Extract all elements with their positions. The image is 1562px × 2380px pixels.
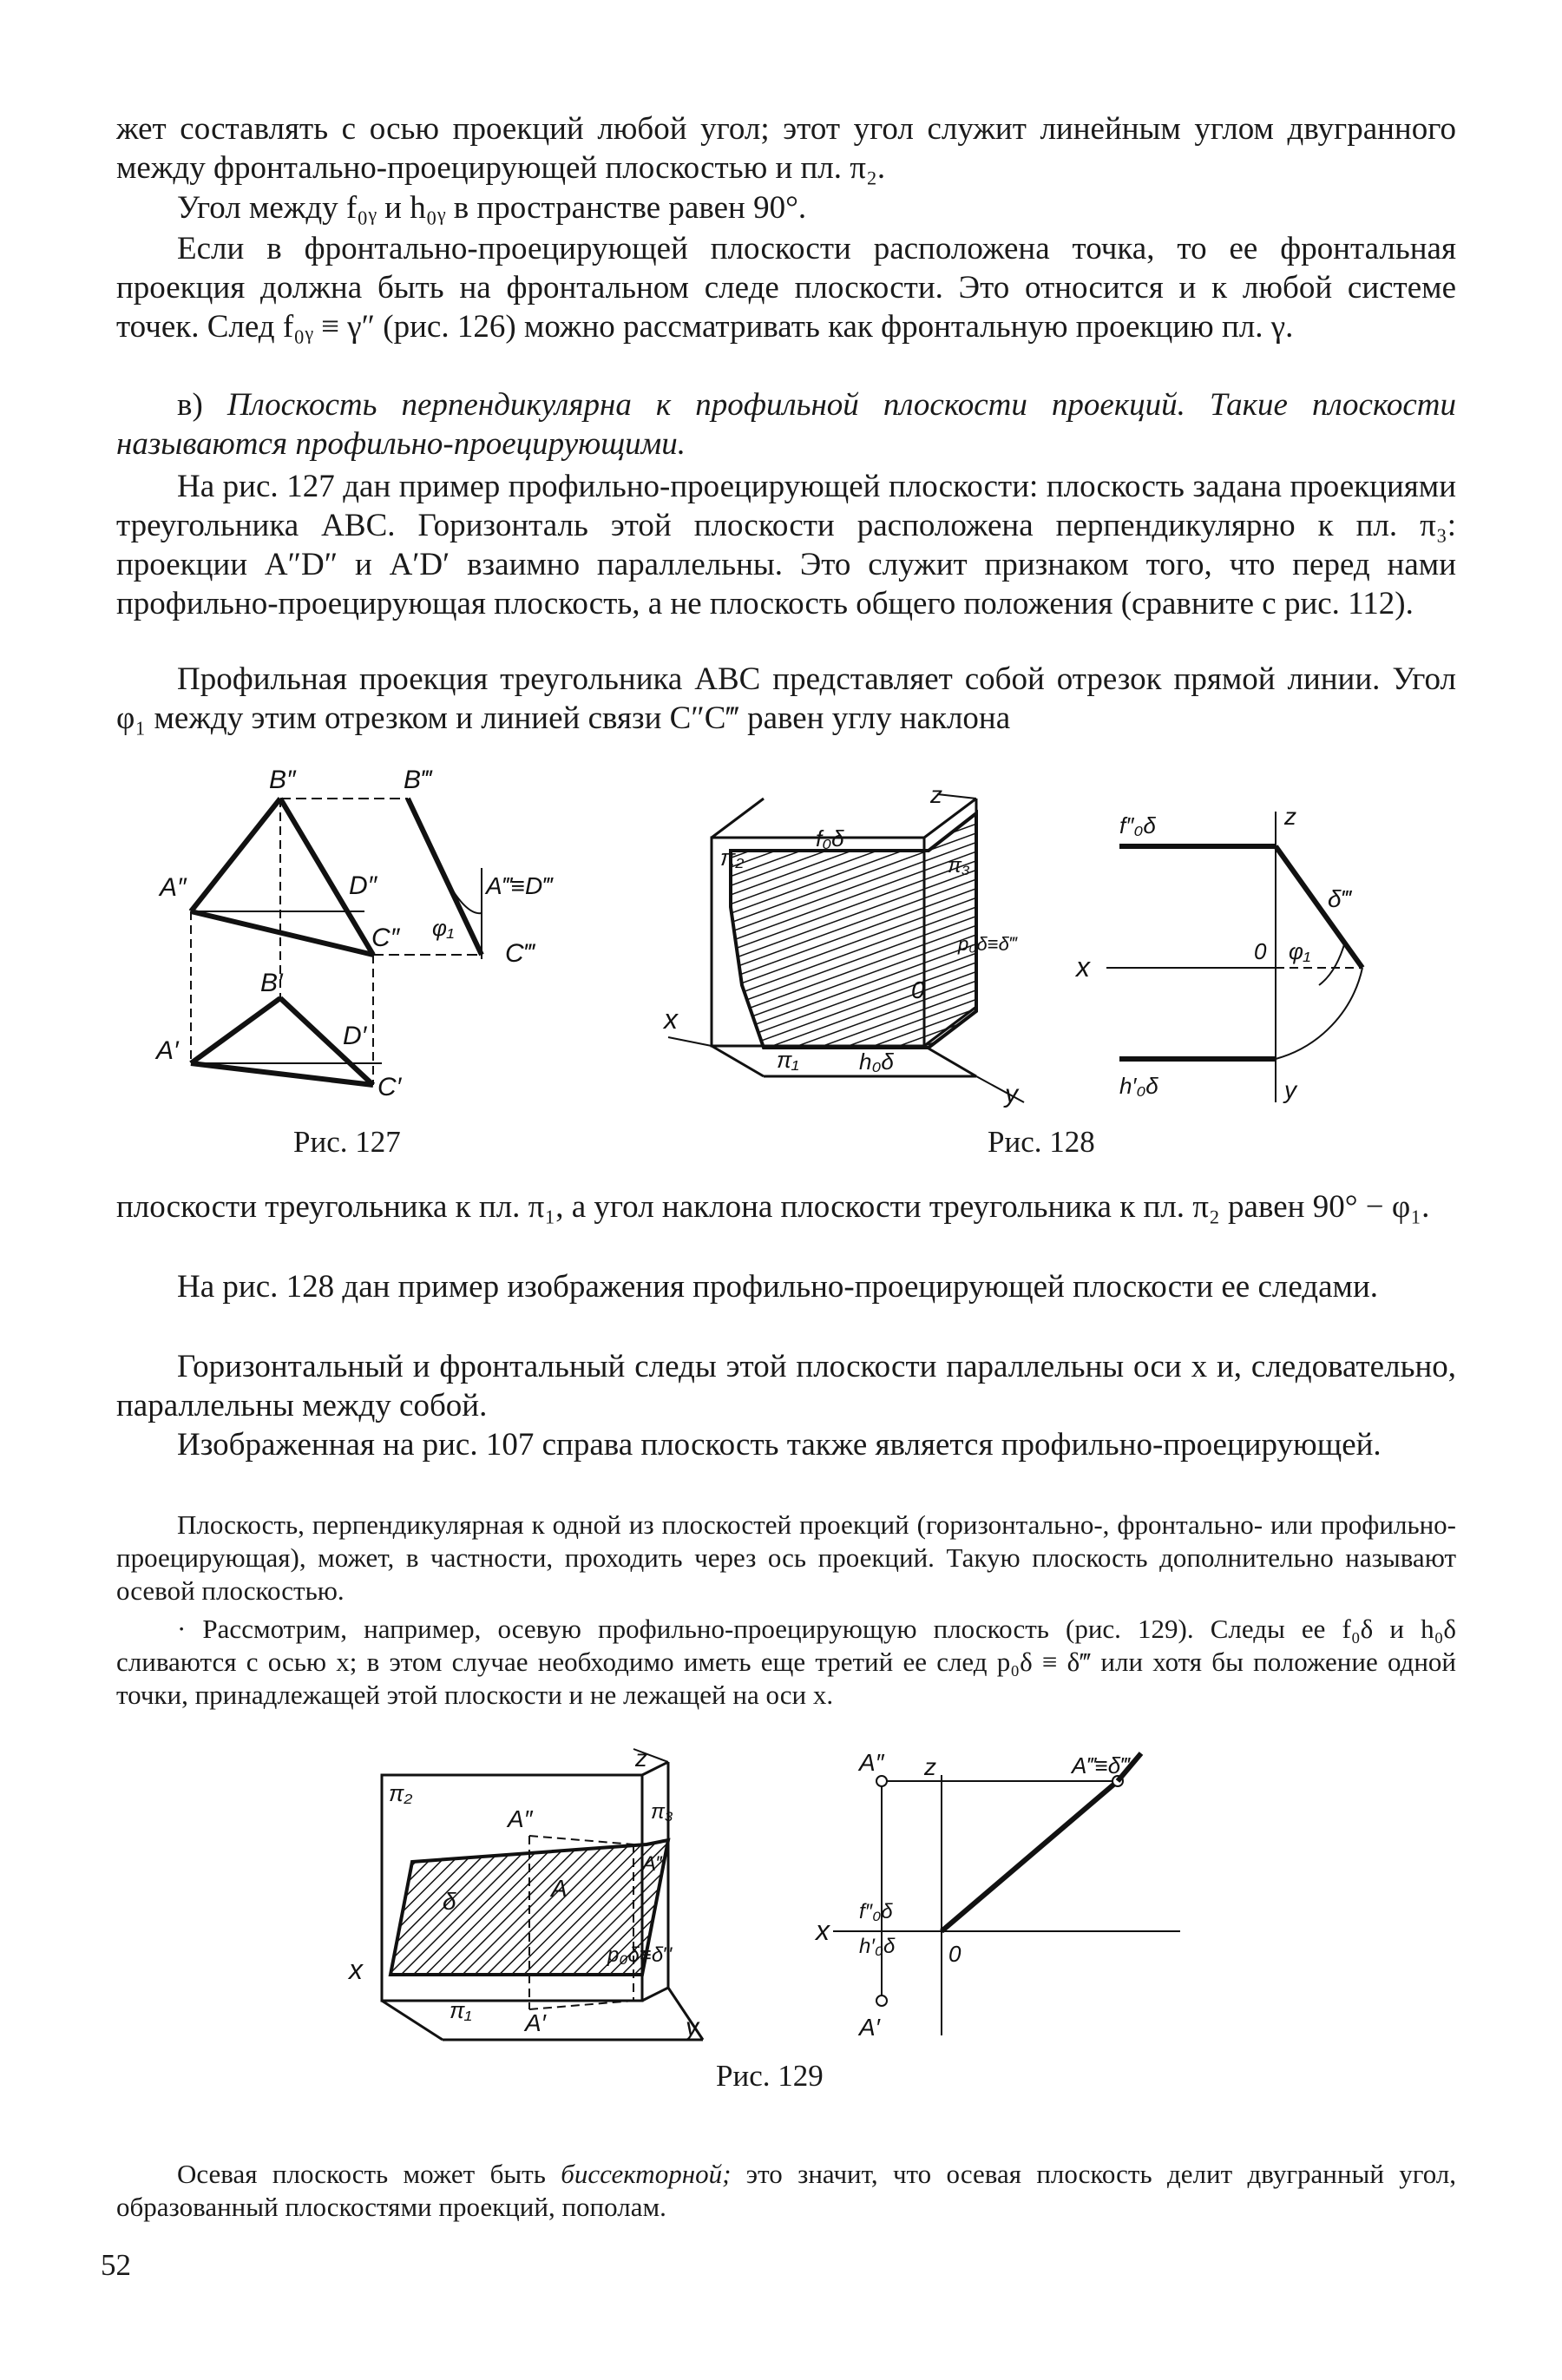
fig129-right-label-o: 0 <box>948 1941 961 1967</box>
fig129-right-label-x: x <box>816 1915 830 1946</box>
caption-fig-128: Рис. 128 <box>988 1125 1095 1159</box>
paragraph-5: На рис. 127 дан пример профильно-проецирующей плоскости: плоскость задана проекциями треугольника ABC. Горизонталь этой плоскости расположена перпендикулярно к пл. π₃: проекции A″D″ и A′D′ взаимно параллельны. Это служит признаком того, что перед нами профильно-проецирующая плоскость, а не плоскость общего положения (сравните с рис. 112). <box>116 469 1456 621</box>
fig128-label-h0d: h₀δ <box>859 1049 894 1075</box>
paragraph-11: Плоскость, перпендикулярная к одной из плоскостей проекций (горизонтально-, фронтально- или профильно-проецирующая), может, в частности, проходить через ось проекций. Такую плоскость дополнительно называют осевой плоскостью. <box>116 1509 1456 1606</box>
fig128-label-pi3: π₃ <box>948 854 970 878</box>
fig129-right-label-z: z <box>924 1753 936 1780</box>
paragraph-2: Угол между f₀ᵧ и h₀ᵧ в пространстве равен 90°. <box>177 190 807 226</box>
fig129-label-A: A <box>551 1875 568 1902</box>
fig128-label-y: y <box>1005 1080 1018 1108</box>
fig129-label-pi1: π₁ <box>450 1997 472 2023</box>
fig128-label-f0d: f₀δ <box>816 825 844 851</box>
fig128-right-label-z: z <box>1284 803 1296 830</box>
paragraph-6: Профильная проекция треугольника ABC представляет собой отрезок прямой линии. Угол φ₁ между этим отрезком и линией связи C″C‴ равен углу наклона <box>116 661 1456 736</box>
label-B1: B′ <box>260 969 283 997</box>
caption-fig-127: Рис. 127 <box>293 1125 401 1159</box>
paragraph-13-end: это значит, что осевая плоскость делит двугранный угол, образованный плоскостями проекций, пополам. <box>116 2159 1457 2222</box>
fig128-label-zero: 0 <box>911 976 925 1003</box>
fig128-right-label-h1: h′₀δ <box>1119 1073 1158 1099</box>
paragraph-13-start: Осевая плоскость может быть <box>177 2159 546 2189</box>
fig129-label-p0d: p₀δ≡δ‴ <box>607 1943 671 1967</box>
fig129-label-pi2: π₂ <box>389 1780 413 1806</box>
fig128-label-pi1: π₁ <box>777 1047 799 1073</box>
fig129-label-x: x <box>349 1954 363 1985</box>
paragraph-8: На рис. 128 дан пример изображения профильно-проецирующей плоскости ее следами. <box>177 1269 1378 1305</box>
paragraph-9: Горизонтальный и фронтальный следы этой плоскости параллельны оси x и, следовательно, параллельны между собой. <box>116 1349 1456 1423</box>
paragraph-4 <box>116 385 1456 464</box>
fig128-right-label-delta3: δ‴ <box>1328 885 1350 912</box>
label-C3: C‴ <box>505 939 534 968</box>
fig129-right-label-A1: A′ <box>859 2014 880 2041</box>
paragraph-3: Если в фронтально-проецирующей плоскости расположена точка, то ее фронтальная проекция должна быть на фронтальном следе плоскости. Это относится и к любой системе точек. След f₀ᵧ ≡ γ″ (рис. 126) можно рассматривать как фронтальную проекцию пл. γ. <box>116 231 1456 345</box>
fig129-right-label-A3d: A‴≡δ‴ <box>1072 1752 1129 1778</box>
paragraph-4-prefix: в) <box>177 387 203 423</box>
label-A1: A′ <box>156 1036 179 1065</box>
paragraph-1: жет составлять с осью проекций любой угол; этот угол служит линейным углом двугранного между фронтально-проецирующей плоскостью и пл. π₂. <box>116 111 1456 186</box>
paragraph-12: · Рассмотрим, например, осевую профильно-проецирующую плоскость (рис. 129). Следы ее f₀δ и h₀δ сливаются с осью x; в этом случае необходимо иметь еще третий ее след p₀δ ≡ δ‴ или хотя бы положение одной точки, принадлежащей этой плоскости и не лежащей на оси x. <box>116 1614 1456 1710</box>
label-D2: D″ <box>349 871 377 900</box>
fig128-label-p0d: p₀δ≡δ‴ <box>958 933 1016 955</box>
label-C2: C″ <box>371 924 400 952</box>
fig129-label-A1: A′ <box>525 2009 546 2036</box>
fig129-label-z: z <box>635 1745 647 1772</box>
fig129-label-delta: δ <box>443 1888 456 1915</box>
fig128-right-label-phi: φ₁ <box>1289 938 1311 964</box>
figure-128 <box>664 781 1475 1115</box>
fig128-label-x: x <box>664 1003 678 1035</box>
paragraph-7: плоскости треугольника к пл. π₁, а угол наклона плоскости треугольника к пл. π₂ равен 90° − φ₁. <box>116 1189 1430 1225</box>
label-B3: B‴ <box>404 766 430 794</box>
fig128-right-label-y: y <box>1284 1076 1296 1103</box>
fig128-label-pi2: π₂ <box>720 845 745 871</box>
fig129-label-A2: A″ <box>508 1805 533 1832</box>
fig129-right-label-h: h′₀δ <box>859 1935 896 1958</box>
paragraph-4-italic: Плоскость перпендикулярна к профильной плоскости проекций. Такие плоскости называются профильно-проецирующими. <box>116 387 1457 462</box>
fig129-label-pi3: π₃ <box>651 1800 673 1824</box>
label-A3D3: A‴≡D‴ <box>486 872 552 899</box>
label-phi: φ₁ <box>432 915 455 941</box>
fig129-label-A3: A‴ <box>642 1852 664 1876</box>
paragraph-13-italic: биссекторной; <box>561 2159 732 2189</box>
fig129-right-label-A2: A″ <box>859 1749 884 1776</box>
fig129-right-label-f: f″₀δ <box>859 1900 893 1923</box>
label-B2: B″ <box>269 766 296 794</box>
figure-127 <box>156 764 607 1111</box>
fig129-label-y: y <box>686 2013 699 2041</box>
figure-129 <box>347 1745 1215 2048</box>
fig128-right-label-f2: f″₀δ <box>1119 812 1156 838</box>
caption-fig-129: Рис. 129 <box>716 2059 824 2093</box>
fig128-right-label-x: x <box>1076 951 1090 983</box>
label-A2: A″ <box>160 873 187 902</box>
paragraph-10: Изображенная на рис. 107 справа плоскость также является профильно-проецирующей. <box>177 1427 1382 1463</box>
label-C1: C′ <box>377 1073 402 1101</box>
label-D1: D′ <box>343 1022 367 1050</box>
fig128-right-label-o: 0 <box>1254 938 1267 964</box>
fig128-label-z: z <box>930 781 942 808</box>
paragraph-13 <box>116 2158 1456 2224</box>
page-number: 52 <box>101 2248 131 2282</box>
